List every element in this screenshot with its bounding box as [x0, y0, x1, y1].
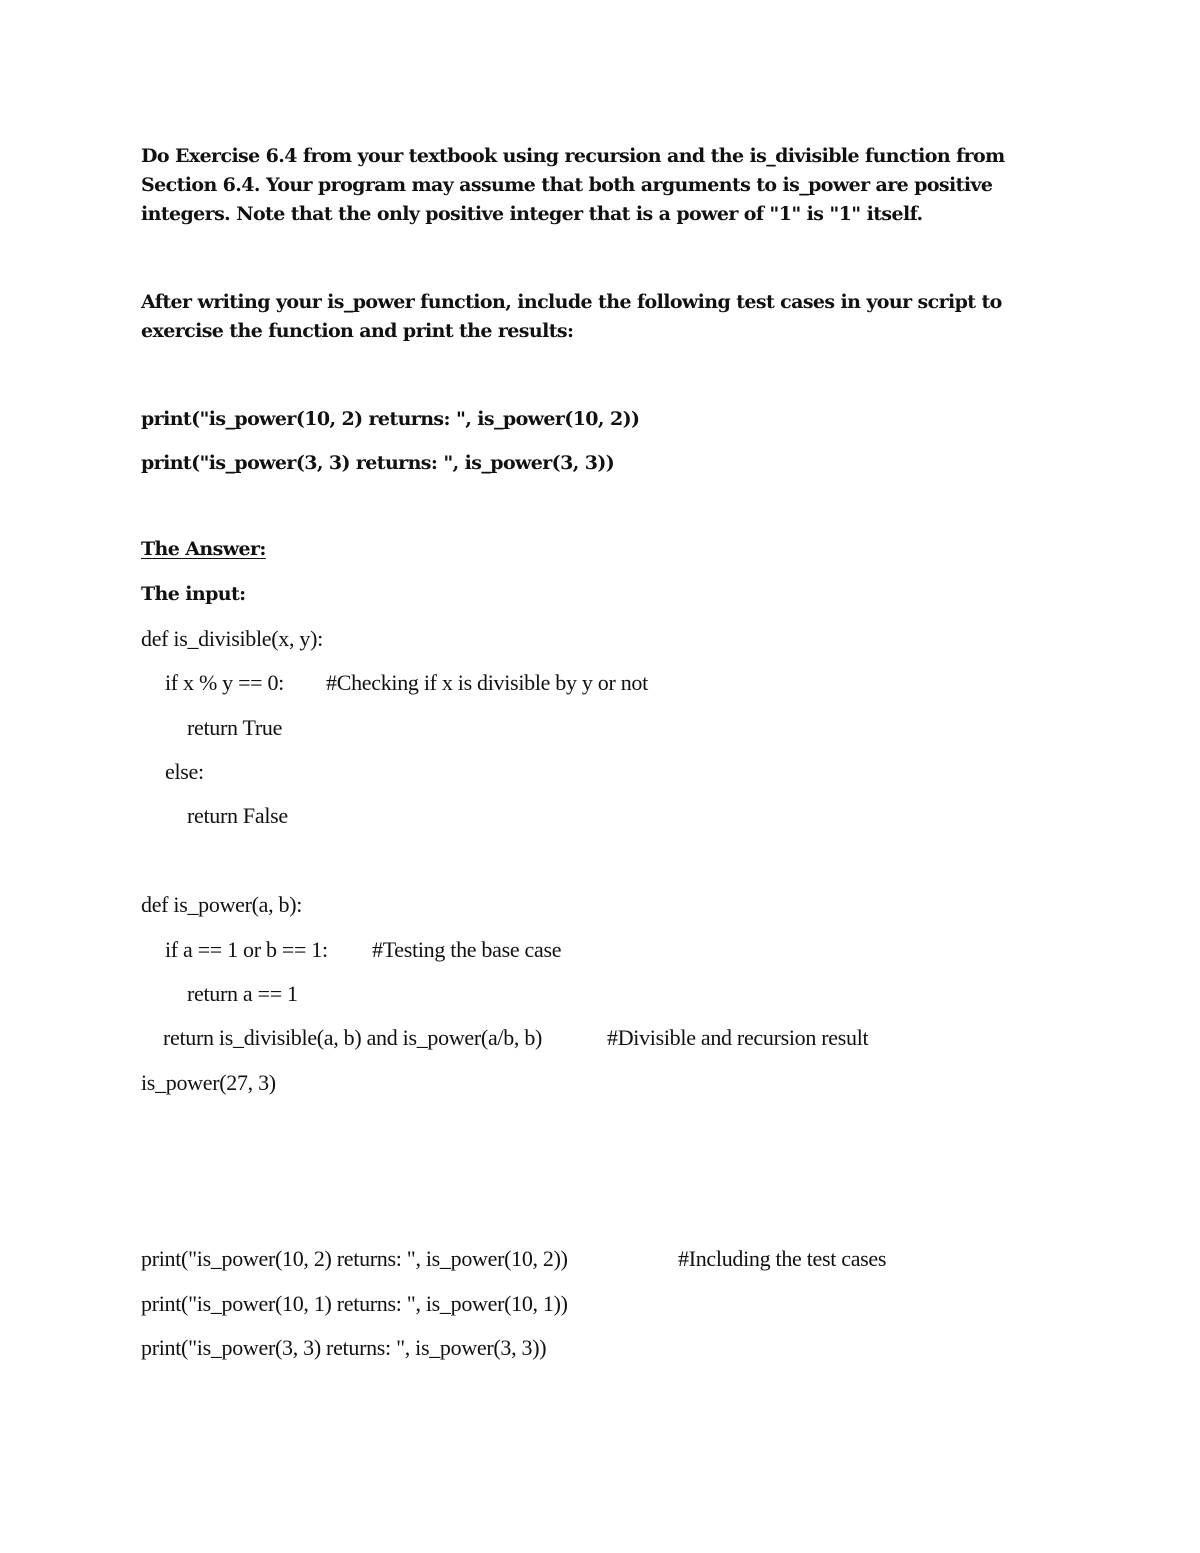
input-label: The input:	[141, 583, 246, 605]
code-else: else:	[165, 759, 204, 784]
code-comment-recursive: #Divisible and recursion result	[607, 1025, 869, 1050]
instruction-line-1: Do Exercise 6.4 from your textbook using recursion and the is_divisible function from	[141, 145, 1005, 167]
instruction-line-2: Section 6.4. Your program may assume that both arguments to is_power are positive	[141, 174, 993, 196]
code-return-base: return a == 1	[187, 981, 298, 1006]
code-comment-mod: #Checking if x is divisible by y or not	[326, 670, 648, 695]
code-call: is_power(27, 3)	[141, 1070, 276, 1095]
instruction-test-case-2: print("is_power(3, 3) returns: ", is_power(3, 3))	[141, 452, 615, 474]
code-def-divisible: def is_divisible(x, y):	[141, 626, 323, 651]
code-if-mod: if x % y == 0:	[165, 670, 284, 695]
answer-heading: The Answer:	[141, 538, 266, 560]
code-return-recursive: return is_divisible(a, b) and is_power(a/b, b)	[163, 1025, 543, 1050]
instruction-line-4: After writing your is_power function, include the following test cases in your script to	[141, 291, 1002, 313]
code-return-false: return False	[187, 803, 288, 828]
code-comment-print: #Including the test cases	[678, 1246, 887, 1271]
code-def-power: def is_power(a, b):	[141, 892, 303, 917]
code-comment-base: #Testing the base case	[372, 937, 562, 962]
code-if-base: if a == 1 or b == 1:	[165, 937, 328, 962]
instruction-line-3: integers. Note that the only positive integer that is a power of "1" is "1" itself.	[141, 203, 923, 225]
instruction-line-5: exercise the function and print the results:	[141, 320, 574, 342]
code-print-1: print("is_power(10, 2) returns: ", is_power(10, 2))	[141, 1246, 568, 1271]
instruction-test-case-1: print("is_power(10, 2) returns: ", is_power(10, 2))	[141, 408, 640, 430]
code-print-3: print("is_power(3, 3) returns: ", is_power(3, 3))	[141, 1335, 547, 1360]
code-return-true: return True	[187, 715, 283, 740]
code-print-2: print("is_power(10, 1) returns: ", is_power(10, 1))	[141, 1291, 568, 1316]
